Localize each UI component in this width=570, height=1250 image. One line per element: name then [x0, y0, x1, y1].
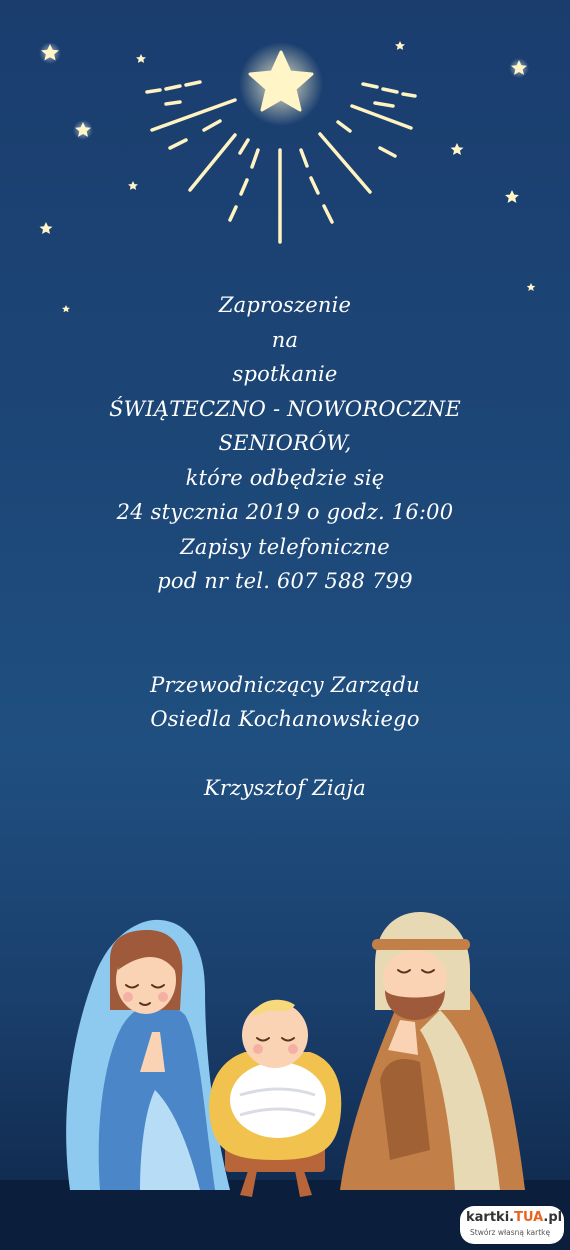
signature-name: Krzysztof Ziaja [204, 776, 366, 800]
registration-info: Zapisy telefoniczne [180, 534, 390, 559]
signature-organization: Osiedla Kochanowskiego [150, 707, 420, 731]
brand-suffix: .pl [543, 1210, 563, 1225]
joseph-figure-icon [340, 912, 525, 1190]
message-line: na [271, 327, 299, 352]
phone-number: pod nr tel. 607 588 799 [157, 569, 413, 593]
kartki-watermark-logo[interactable] [460, 1206, 564, 1244]
spacer [0, 737, 570, 772]
invitation-title: Zaproszenie [218, 293, 352, 317]
baby-jesus-figure-icon [209, 1000, 341, 1197]
signature-role: Przewodniczący Zarządu [150, 672, 420, 697]
spacer [0, 633, 570, 668]
event-date-time: 24 stycznia 2019 o godz. 16:00 [116, 500, 454, 524]
event-audience: SENIORÓW, [218, 431, 352, 455]
message-line: które odbędzie się [185, 465, 385, 490]
watermark-tagline: Stwórz własną kartkę [470, 1228, 551, 1237]
brand-prefix: kartki. [466, 1210, 515, 1225]
message-line: spotkanie [232, 362, 338, 386]
invitation-message [0, 288, 570, 806]
mary-figure-icon [66, 920, 230, 1190]
event-name: ŚWIĄTECZNO - NOWOROCZNE [109, 396, 461, 421]
spacer [0, 599, 570, 634]
watermark-brand [466, 1210, 562, 1225]
brand-highlight: TUA [514, 1210, 544, 1225]
